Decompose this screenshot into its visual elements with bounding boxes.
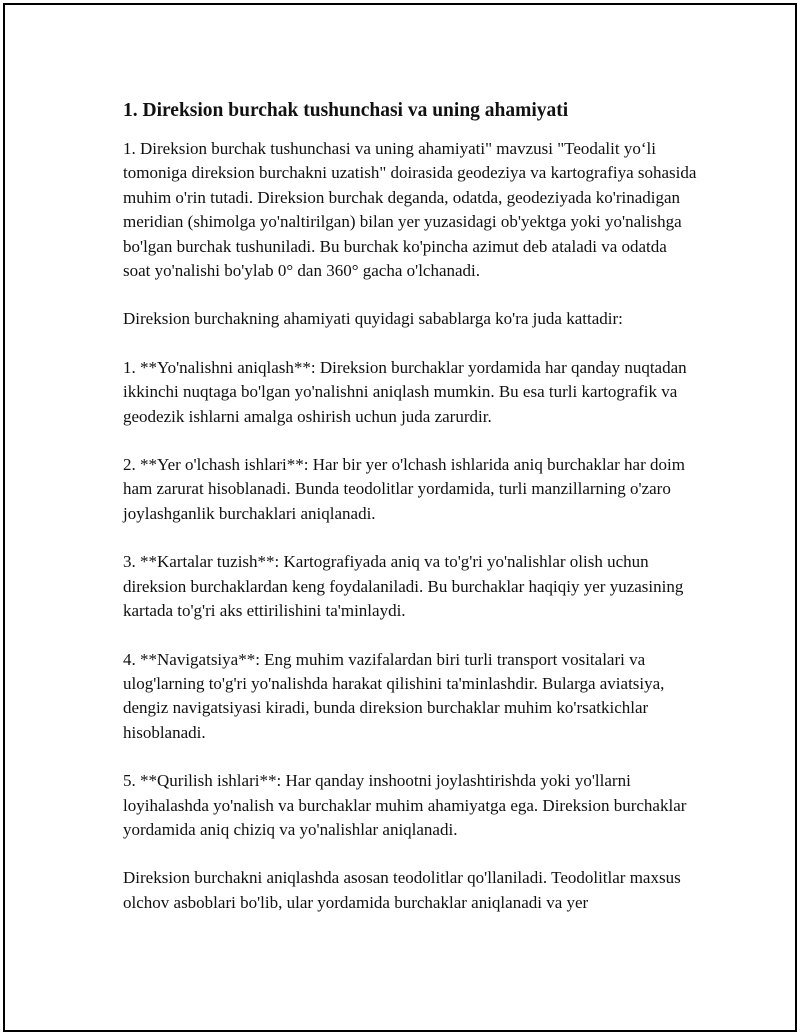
paragraph-item-4: 4. **Navigatsiya**: Eng muhim vazifalardan biri turli transport vositalari va ulog'larning to'g'ri yo'nalishda harakat qilishini ta'minlashdir. Bularga aviatsiya, dengiz navigatsiyasi kiradi, bunda direksion burchaklar muhim ko'rsatkichlar hisoblanadi. [123,649,665,742]
page-frame [3,3,797,1032]
paragraph-item-5: 5. **Qurilish ishlari**: Har qanday inshootni joylashtirishda yoki yo'llarni loyihalashda yo'nalish va burchaklar muhim ahamiyatga ega. Direksion burchaklar yordamida aniq chiziq va yo'nalishlar aniqlanadi. [123,771,687,839]
paragraph-intro: 1. Direksion burchak tushunchasi va uning ahamiyati" mavzusi "Teodalit yo‘li tomoniga direksion burchakni uzatish" doirasida geodeziya va kartografiya sohasida muhim o'rin tutadi. Direksion burchak deganda, odatda, geodeziyada ko'rinadigan meridian (shimolga yo'naltirilgan) bilan yer yuzasidagi ob'yektga yoki yo'nalishga bo'lgan burchak tushuniladi. Bu burchak ko'pincha azimut deb ataladi va odatda soat yo'nalishi bo'ylab 0° dan 360° gacha o'lchanadi. [123,139,697,281]
document-body [123,99,698,939]
paragraph-item-1: 1. **Yo'nalishni aniqlash**: Direksion burchaklar yordamida har qanday nuqtadan ikkinchi nuqtaga bo'lgan yo'nalishni aniqlash mumkin. Bu esa turli kartografik va geodezik ishlarni amalga oshirish uchun juda zarurdir. [123,357,687,426]
paragraph-teodolit: Direksion burchakni aniqlashda asosan teodolitlar qo'llaniladi. Teodolitlar maxsus olchov asboblari bo'lib, ular yordamida burchaklar aniqlanadi va yer [123,868,681,912]
paragraph-item-3: 3. **Kartalar tuzish**: Kartografiyada aniq va to'g'ri yo'nalishlar olish uchun direksion burchaklardan keng foydalaniladi. Bu burchaklar haqiqiy yer yuzasining kartada to'g'ri aks ettirilishini ta'minlaydi. [123,552,684,621]
paragraph-importance-lead: Direksion burchakning ahamiyati quyidagi sabablarga ko'ra juda kattadir: [123,309,623,329]
paragraph-item-2: 2. **Yer o'lchash ishlari**: Har bir yer o'lchash ishlarida aniq burchaklar har doim ham zarurat hisoblanadi. Bunda teodolitlar yordamida, turli manzillarning o'zaro joylashganlik burchaklari aniqlanadi. [123,455,685,523]
document-title: 1. Direksion burchak tushunchasi va uning ahamiyati [123,100,569,121]
